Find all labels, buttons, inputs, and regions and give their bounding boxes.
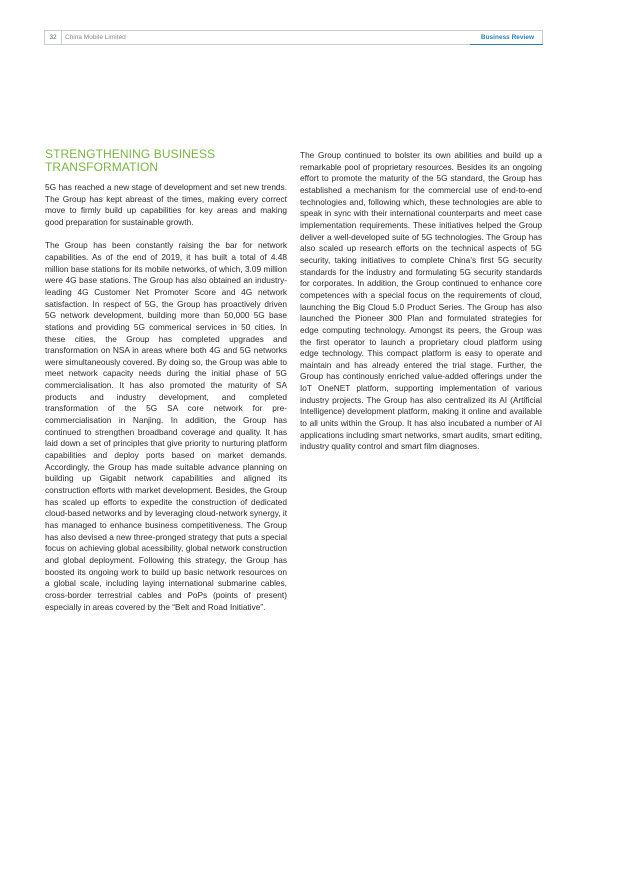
paragraph: The Group continued to bolster its own abilities and build up a remarkable pool of proprietary resources. Besides its an ongoing effort to promote the maturity of the 5G standard, the Group has established a mechanism for the commercial use of end-to-end technologies and, following which, these technologies are able to speak in sync with their international counterparts and meet case implementation requirements. These initiatives helped the Group deliver a well-developed suite of 5G technologies. The Group has also scaled up research efforts on the technical aspects of 5G security, taking initiatives to complete China’s first 5G security standards for the industry and formulating 5G security standards for corporates. In addition, the Group continued to enhance core competences with a special focus on the requirements of cloud, launching the Big Cloud 5.0 Product Series. The Group has also launched the Pioneer 300 Plan and formulated strategies for edge computing technology. Amongst its peers, the Group was the first operator to launch a proprietary cloud platform using edge technology. This compact platform is easy to operate and maintain and has already entered the trial stage. Further, the Group has continously enriched value-added offerings under the IoT OneNET platform, supporting implementation of various industry projects. The Group has also centralized its AI (Artificial Intelligence) development platform, making it online and available to all units within the Group. It has also incubated a number of AI applications including smart networks, smart audits, smart editing, industry quality control and smart film diagnoses. [300, 150, 542, 452]
section-title: Business Review [480, 34, 534, 41]
paragraph: The Group has been constantly raising the bar for network capabilities. As of the end of 2019, it has built a total of 4.48 million base stations for its mobile networks, of which, 3.09 million were 4G base stations. The Group has also obtained an industry-leading 4G Customer Net Promoter Score and 4G network satisfaction. In respect of 5G, the Group has proactively driven 5G network development, building more than 50,000 5G base stations and providing 5G commerical services in 50 cities. In these cities, the Group has completed upgrades and transformation on NSA in areas where both 4G and 5G networks were simultaneously covered. By doing so, the Group was able to meet network capacity needs during the initial phase of 5G commercialisation. It has also promoted the maturity of SA products and industry development, and completed transformation of the 5G SA core network for pre-commercialisation in Nanjing. In addition, the Group has continued to strengthen broadband coverage and quality. It has laid down a set of principles that give priority to nurturing platform capabilities and deploy ports based on market demands. Accordingly, the Group has made suitable advance planning on building up Gigabit network capabilities and aligned its construction efforts with market development. Besides, the Group has scaled up efforts to expedite the construction of dedicated cloud-based networks and by leveraging cloud-network synergy, it has managed to enhance business competitiveness. The Group has also devised a new three-pronged strategy that puts a special focus on achieving global acessibility, global network construction and global deployment. Following this strategy, the Group has boosted its ongoing work to build up basic network resources on a global scale, including laying international submarine cables, cross-border terrestrial cables and PoPs (points of present) especially in areas covered by the “Belt and Road Initiative”. [45, 240, 287, 612]
article-heading: STRENGTHENING BUSINESS TRANSFORMATION [45, 147, 216, 174]
section-underline [470, 44, 543, 45]
page-number: 32 [45, 31, 62, 44]
paragraph: 5G has reached a new stage of development and set new trends. The Group has kept abreast of the times, making every correct move to firmly build up capabilities for key areas and making good preparation for sustainable growth. [45, 182, 287, 227]
right-column [300, 150, 542, 465]
page-header [44, 30, 543, 45]
left-column [45, 148, 287, 625]
company-name: China Mobile Limited [65, 34, 126, 41]
